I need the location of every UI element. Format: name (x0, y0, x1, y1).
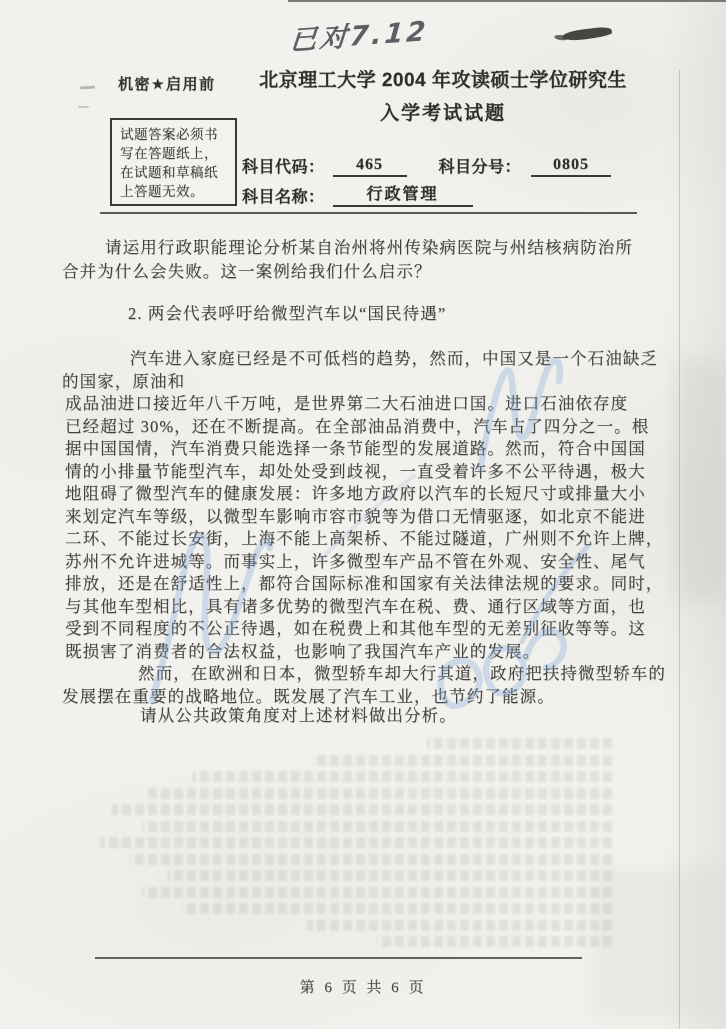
margin-pencil-mark (78, 106, 89, 108)
bleedthrough-text (88, 738, 612, 953)
margin-pencil-mark (80, 86, 95, 90)
scan-top-edge-artifact (288, 0, 726, 2)
bleedthrough-line (427, 738, 612, 749)
text-line: 发展摆在重要的战略地位。既发展了汽车工业，也节约了能源。 (62, 686, 555, 706)
material-paragraph-2 (62, 663, 666, 708)
exam-title-line1: 北京理工大学 2004 年攻读硕士学位研究生 (259, 70, 627, 91)
bleedthrough-line (377, 936, 612, 947)
footer-divider (95, 957, 582, 959)
text-line: 与其他车型相比，具有诸多优势的微型汽车在税、费、通行区域等方面，也 (65, 596, 646, 616)
bleedthrough-line (147, 788, 612, 799)
subject-name-label: 科目名称： (242, 189, 325, 206)
text-line: 然而，在欧洲和日本，微型轿车却大行其道，政府把扶持微型轿车的 (138, 664, 666, 683)
subject-code-value: 465 (333, 156, 407, 177)
text-line: 成品油进口接近年八千万吨，是世界第二大石油进口国。进口石油依存度 (65, 394, 629, 413)
bleedthrough-line (142, 887, 612, 898)
notice-line: 试题答案必须书 (120, 127, 218, 142)
text-line: 地阻碍了微型汽车的健康发展：许多地方政府以汽车的长短尺寸或排量大小 (65, 484, 646, 503)
subject-number-label: 科目分号： (438, 159, 522, 176)
page-number: 第 6 页 共 6 页 (299, 980, 427, 996)
text-line: 的国家，原油和 (62, 371, 186, 391)
text-line: 请运用行政职能理论分析某自治州将州传染病医院与州结核病防治所 (105, 238, 633, 257)
ink-smudge (562, 26, 613, 42)
notice-line: 写在答题纸上， (120, 146, 218, 161)
subject-name-value: 行政管理 (333, 181, 473, 207)
text-line: 已经超过 30%，还在不断提高。在全部油品消费中，汽车占了四分之一。根 (65, 416, 650, 436)
question-1 (62, 236, 648, 284)
notice-line: 在试题和草稿纸 (120, 165, 218, 180)
question-2-heading (62, 303, 648, 326)
answer-notice-box (110, 118, 237, 206)
exam-title (250, 69, 636, 126)
bleedthrough-line (130, 854, 612, 865)
text-line: 既损害了消费者的合法权益，也影响了我国汽车产业的发展。 (65, 641, 541, 661)
text-line: 情的小排量节能型汽车，却处处受到歧视，一直受着许多不公平待遇，极大 (65, 461, 646, 481)
header-divider (100, 212, 637, 214)
text-line: 排放，还是在舒适性上，都符合国际标准和国家有关法律法规的要求。同时， (65, 574, 664, 593)
bleedthrough-line (167, 870, 612, 881)
exam-title-line2: 入学考试试题 (379, 103, 506, 124)
subject-number-value: 0805 (531, 156, 611, 177)
material-paragraph-1 (62, 348, 664, 663)
text-line: 受到不同程度的不公正待遇，如在税费上和其他车型的无差别征收等等。这 (65, 619, 646, 638)
bleedthrough-line (100, 837, 612, 848)
text-line: 二环、不能过长安街，上海不能上高架桥、不能过隧道，广州则不允许上牌， (65, 529, 664, 548)
subject-info (242, 153, 622, 213)
bleedthrough-line (307, 920, 612, 931)
subject-code-label: 科目代码： (242, 159, 325, 176)
notice-line: 上答题无效。 (120, 184, 204, 199)
bleedthrough-line (312, 755, 612, 766)
subject-row-1 (242, 153, 622, 177)
text-line: 2. 两会代表呼吁给微型汽车以“国民待遇” (128, 304, 447, 323)
text-line: 汽车进入家庭已经是不可低档的趋势，然而，中国又是一个石油缺乏 (130, 349, 658, 368)
text-line: 苏州不允许进城等。而事实上，许多微型车产品不管在外观、安全性、尾气 (65, 551, 646, 571)
text-line: 据中国国情，汽车消费只能选择一条节能型的发展道路。然而，符合中国国 (65, 439, 646, 458)
security-classification-label: 机密★启用前 (118, 76, 216, 93)
subject-row-2 (242, 183, 622, 207)
bleedthrough-line (112, 804, 612, 815)
bleedthrough-line (142, 821, 612, 832)
scan-shadow-right (676, 360, 726, 600)
bleedthrough-line (182, 903, 612, 914)
handwritten-note: 已对7.12 (288, 16, 430, 57)
text-line: 请从公共政策角度对上述材料做出分析。 (140, 706, 457, 725)
bleedthrough-line (192, 771, 612, 782)
text-line: 来划定汽车等级，以微型车影响市容市貌等为借口无情驱逐，如北京不能进 (65, 506, 646, 526)
question-2-task (62, 705, 648, 728)
text-line: 合并为什么会失败。这一案例给我们什么启示？ (62, 262, 432, 281)
